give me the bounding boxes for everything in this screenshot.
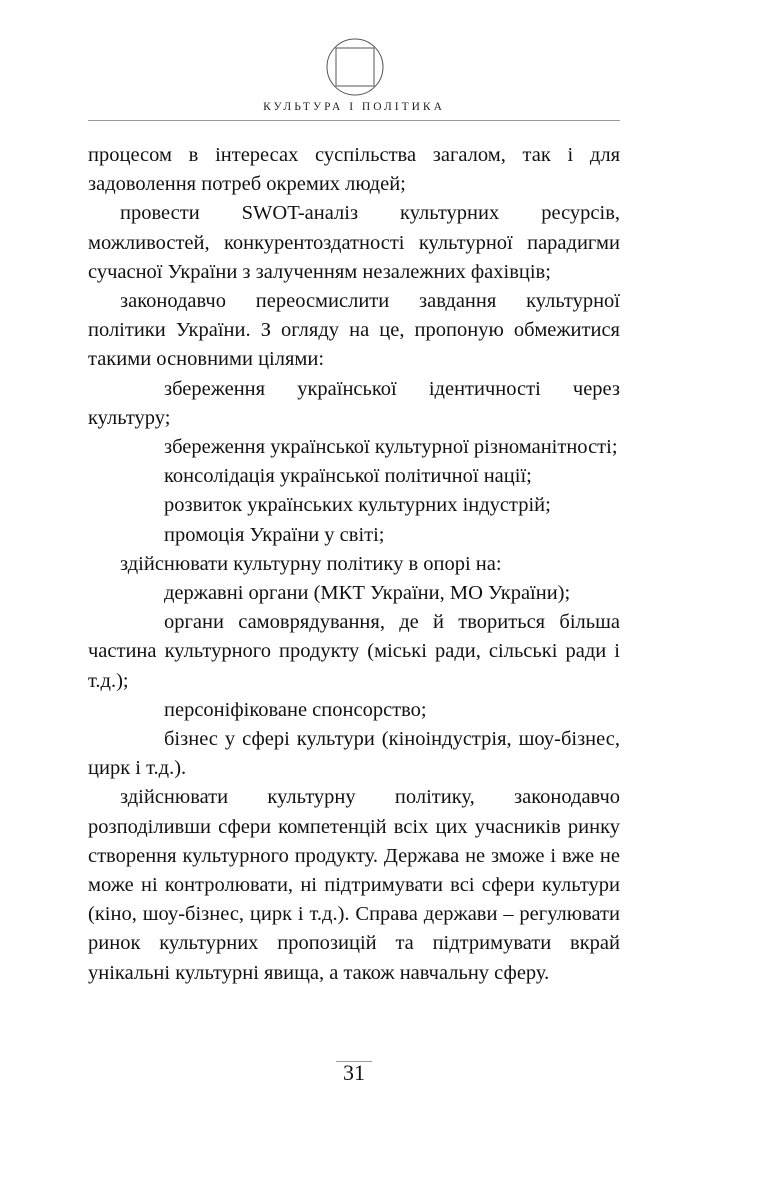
list-item: розвиток українських культурних індустрій; [164, 494, 551, 517]
list-item: персоніфіковане спонсорство; [164, 698, 427, 721]
paragraph: здійснювати культурну політику, законодавчо розподіливши сфери компетенцій всіх цих учасників ринку створення культурного продукту. Держава не зможе і вже не може ні контролювати, ні підтримувати всі сфери культури (кіно, шоу-бізнес, цирк і т.д.). Справа держави – регулювати ринок культурних пропозицій та підтримувати вкрай унікальні культурні явища, а також навчальну сферу. [88, 786, 620, 984]
body-text [88, 141, 620, 988]
circle-square-emblem-icon [326, 38, 384, 96]
list-item: органи самоврядування, де й твориться більша частина культурного продукту (міські ради, сільські ради і т.д.); [88, 611, 620, 692]
running-title: КУЛЬТУРА І ПОЛІТИКА [263, 101, 445, 113]
list-item: збереження української культурної різноманітності; [164, 436, 618, 459]
list-item: консолідація української політичної нації; [164, 465, 532, 488]
paragraph: провести SWOT-аналіз культурних ресурсів, можливостей, конкурентоздатності культурної парадигми сучасної України з залученням незалежних фахівців; [88, 202, 620, 283]
list-item: державні органи (МКТ України, МО України); [164, 582, 571, 605]
paragraph: законодавчо переосмислити завдання культурної політики України. З огляду на це, пропоную обмежитися такими основними цілями: [88, 290, 620, 371]
page-number: 31 [343, 1060, 365, 1085]
list-item: промоція України у світі; [164, 523, 385, 546]
list-item: збереження української ідентичності через культуру; [88, 377, 620, 429]
list-item: бізнес у сфері культури (кіноіндустрія, шоу-бізнес, цирк і т.д.). [88, 728, 620, 780]
paragraph: процесом в інтересах суспільства загалом, так і для задоволення потреб окремих людей; [88, 144, 620, 196]
header-rule [88, 120, 620, 121]
paragraph: здійснювати культурну політику в опорі на: [120, 552, 502, 575]
